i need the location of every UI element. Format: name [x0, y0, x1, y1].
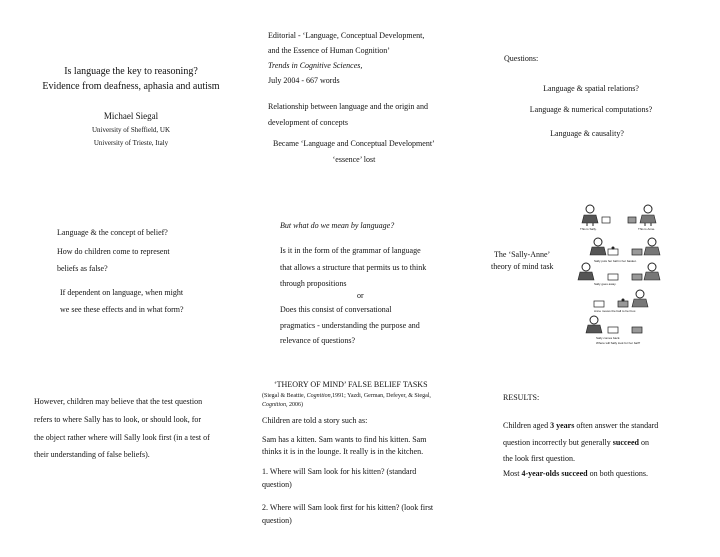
meaning-p2-line-2: pragmatics - understanding the purpose and: [280, 321, 420, 330]
results-line-1: [503, 422, 658, 430]
results-l4-c: on both questions.: [587, 469, 649, 478]
tom-citation-line-2: [262, 402, 303, 408]
journal-name: Trends in Cognitive Sciences,: [268, 61, 363, 70]
results-l2-bold: succeed: [612, 438, 639, 447]
results-l1-a: Children aged: [503, 421, 551, 430]
dependent-line-1: If dependent on language, when might: [60, 288, 184, 297]
however-line-3: the object rather where will Sally look first (in a test of: [34, 433, 210, 442]
meaning-or: or: [357, 291, 364, 300]
comic-caption-where-look: Where will Sally look for her ball?: [596, 341, 641, 345]
sally-anne-caption-line-1: The ‘Sally-Anne’: [494, 250, 551, 259]
tom-question-2-line-2: question): [262, 516, 292, 525]
comic-panel-moves-ball: [570, 287, 666, 312]
comic-caption-anne: This is Anne.: [638, 227, 656, 231]
sally-anne-caption-line-2: theory of mind task: [491, 262, 554, 271]
sally-anne-figures-illustration: [570, 203, 666, 228]
affiliation-2: University of Trieste, Italy: [93, 139, 169, 147]
tom-question-2-line-1: 2. Where will Sam look first for his kitten? (look first: [262, 503, 434, 512]
comic-caption-comes-back: Sally comes back.: [596, 336, 621, 340]
relationship-line-2: development of concepts: [268, 118, 348, 127]
tom-citation-line-1: [262, 393, 431, 399]
results-line-3: the look first question.: [503, 454, 575, 463]
comic-panel-comes-back: [570, 313, 666, 345]
title-line-1: Is language the key to reasoning?: [64, 66, 198, 77]
belief-question-line-1: How do children come to represent: [57, 247, 170, 256]
meaning-p1-line-2: that allows a structure that permits us to think: [280, 263, 427, 272]
title-line-2: Evidence from deafness, aphasia and autism: [42, 81, 220, 92]
meaning-p1-line-1: Is it in the form of the grammar of language: [280, 246, 421, 255]
tom-citation-journal-2: Cognition: [262, 402, 287, 408]
sally-comes-back-illustration: [570, 313, 666, 338]
tom-question-1-line-2: question): [262, 480, 292, 489]
question-numerical: Language & numerical computations?: [529, 105, 653, 114]
editorial-line-2: and the Essence of Human Cognition’: [268, 46, 390, 55]
questions-heading: Questions:: [504, 54, 539, 63]
results-l1-bold: 3 years: [550, 421, 575, 430]
sally-goes-away-illustration: [570, 260, 666, 285]
tom-citation-journal-1: Cognition: [306, 393, 331, 399]
question-spatial: Language & spatial relations?: [543, 84, 639, 93]
meaning-p1-line-3: through propositions: [280, 279, 347, 288]
comic-caption-sally: This is Sally.: [580, 227, 597, 231]
results-l2-a: question incorrectly but generally: [503, 438, 613, 447]
tom-told: Children are told a story such as:: [262, 416, 368, 425]
sally-puts-ball-illustration: [570, 235, 666, 260]
belief-question-line-2: beliefs as false?: [57, 264, 108, 273]
results-l4-bold: 4-year-olds succeed: [521, 469, 588, 478]
author-name: Michael Siegal: [103, 111, 159, 121]
tom-question-1-line-1: 1. Where will Sam look for his kitten? (standard: [262, 467, 417, 476]
comic-panel-puts-ball: [570, 235, 666, 263]
meaning-p2-line-3: relevance of questions?: [280, 336, 356, 345]
comic-caption-goes-away: Sally goes away.: [594, 282, 617, 286]
question-causality: Language & causality?: [550, 129, 624, 138]
essence-lost: ‘essence’ lost: [332, 155, 376, 164]
dependent-line-2: we see these effects and in what form?: [60, 305, 184, 314]
results-line-4: [503, 470, 648, 478]
however-line-4: their understanding of false beliefs).: [34, 450, 150, 459]
results-l4-a: Most: [503, 469, 522, 478]
tom-citation-year: , 2006): [286, 402, 304, 408]
comic-caption-moves-ball: Anne moves the ball to her box.: [594, 309, 637, 313]
results-l2-c: on: [638, 438, 649, 447]
became-title: Became ‘Language and Conceptual Development’: [273, 139, 435, 148]
sally-anne-comic-strip: [570, 203, 666, 346]
relationship-line-1: Relationship between language and the origin and: [268, 102, 428, 111]
tom-story-line-2: thinks it is in the lounge. It really is in the kitchen.: [262, 447, 424, 456]
comic-panel-intro: [570, 203, 666, 231]
tom-story-line-1: Sam has a kitten. Sam wants to find his kitten. Sam: [262, 435, 427, 444]
however-line-2: refers to where Sally has to look, or should look, for: [34, 415, 202, 424]
tom-citation-part-a: (Siegal & Beattie,: [262, 393, 307, 399]
results-line-2: [503, 439, 649, 447]
editorial-line-1: Editorial - ‘Language, Conceptual Development,: [268, 31, 425, 40]
tom-heading: ‘THEORY OF MIND’ FALSE BELIEF TASKS: [274, 380, 428, 389]
results-heading: RESULTS:: [503, 393, 540, 402]
comic-caption-puts-ball: Sally puts her ball in her basket.: [594, 259, 637, 263]
belief-heading: Language & the concept of belief?: [57, 228, 168, 237]
editorial-date: July 2004 - 667 words: [268, 76, 340, 85]
meaning-p2-line-1: Does this consist of conversational: [280, 305, 392, 314]
however-line-1: However, children may believe that the test question: [34, 397, 203, 406]
comic-panel-goes-away: [570, 260, 666, 285]
meaning-heading: But what do we mean by language?: [280, 221, 395, 230]
tom-citation-part-c: ,1991; Yazdi, German, Defeyer, & Siegal,: [330, 393, 431, 399]
affiliation-1: University of Sheffield, UK: [91, 126, 171, 134]
results-l1-c: often answer the standard: [574, 421, 659, 430]
